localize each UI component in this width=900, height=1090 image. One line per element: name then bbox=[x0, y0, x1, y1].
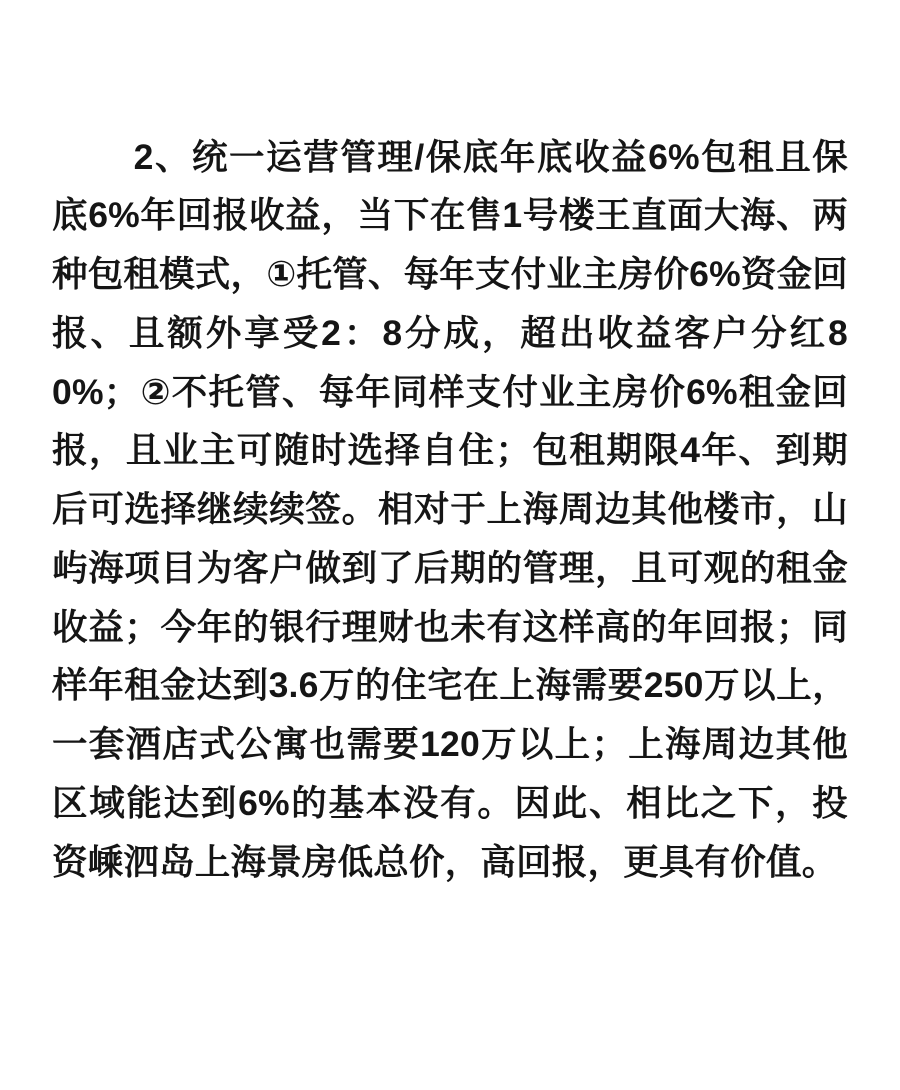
document-paragraph: 2、统一运营管理/保底年底收益6%包租且保底6%年回报收益，当下在售1号楼王直面大海、两种包租模式，①托管、每年支付业主房价6%资金回报、且额外享受2：8分成，超出收益客户分红80%；②不托管、每年同样支付业主房价6%租金回报，且业主可随时选择自住；包租期限4年、到期后可选择继续续签。相对于上海周边其他楼市，山屿海项目为客户做到了后期的管理，且可观的租金收益；今年的银行理财也未有这样高的年回报；同样年租金达到3.6万的住宅在上海需要250万以上，一套酒店式公寓也需要120万以上；上海周边其他区域能达到6%的基本没有。因此、相比之下，投资嵊泗岛上海景房低总价，高回报，更具有价值。 bbox=[52, 136, 848, 882]
